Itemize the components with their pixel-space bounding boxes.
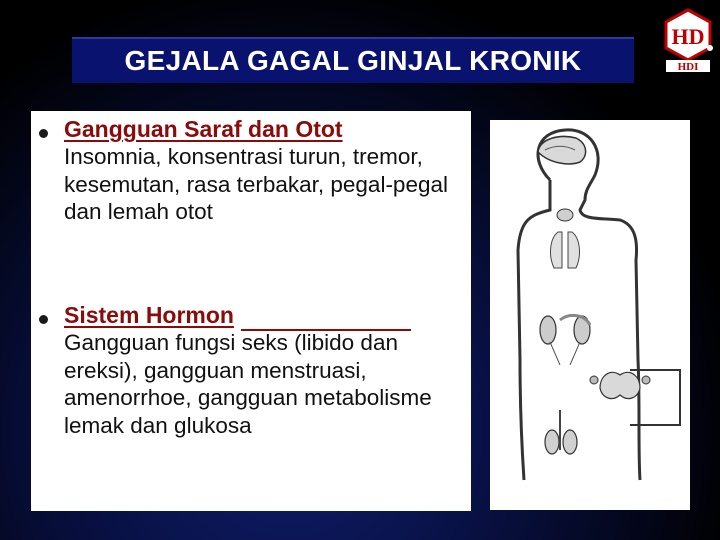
bullet-dot [39,129,48,138]
bullet-body: Insomnia, konsentrasi turun, tremor, kesemutan, rasa terbakar, pegal-pegal dan lemah otot [64,144,448,224]
logo-mark: HD [671,24,705,49]
hdi-logo [660,8,716,74]
human-body-organs-icon [490,120,690,510]
title-bar [72,37,634,83]
bullet-heading: Sistem Hormon [64,302,234,328]
slide-title: GEJALA GAGAL GINJAL KRONIK [124,45,582,76]
logo-subtext: HDI [677,61,699,73]
bullet-body: Gangguan fungsi seks (libido dan ereksi), gangguan menstruasi, amenorrhoe, gangguan metabolisme lemak dan glukosa [64,330,432,438]
content-panel [31,111,471,511]
bullet-heading: Gangguan Saraf dan Otot [64,116,343,142]
page-number: 10 [665,495,677,506]
bullet-dot [39,315,48,324]
